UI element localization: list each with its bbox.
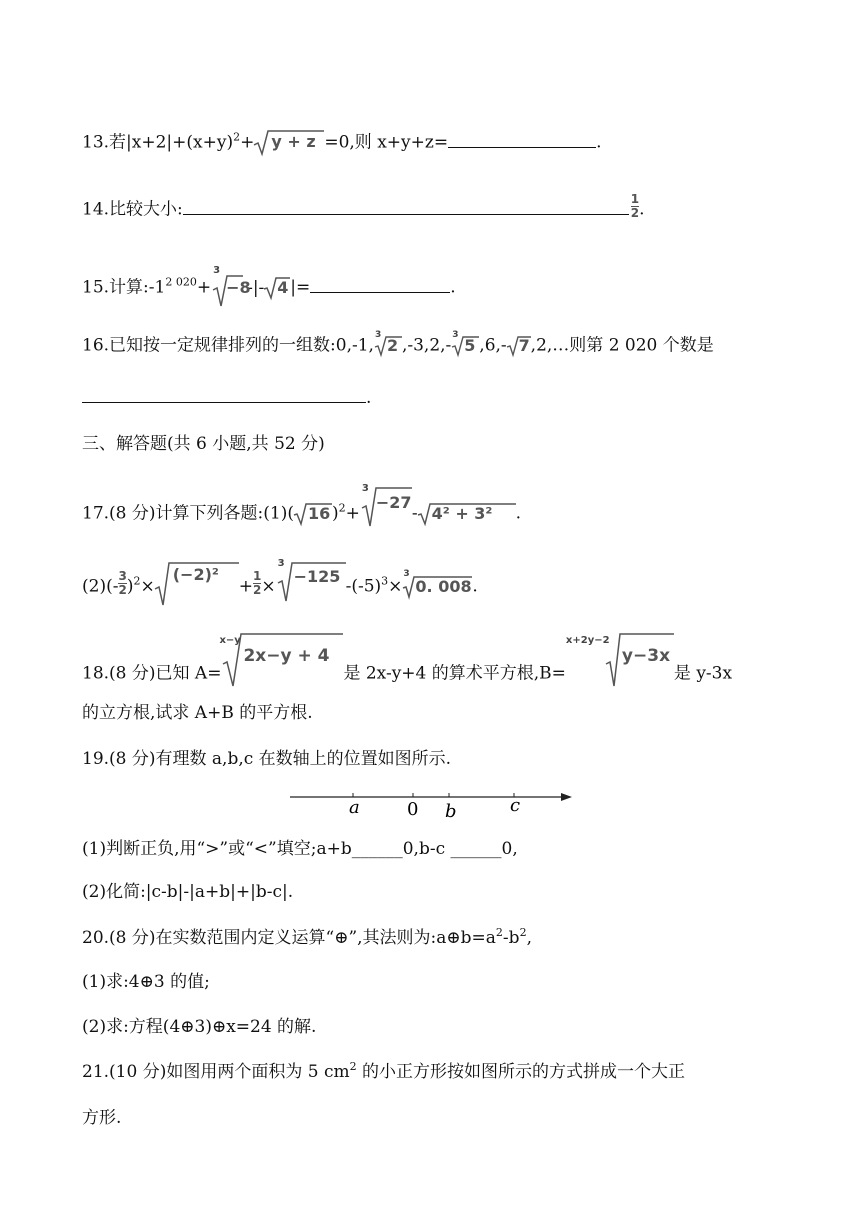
q15-radicand-1: −8	[226, 278, 251, 297]
q16-cube-index-2: 3	[452, 330, 459, 340]
q15-plus: +	[196, 277, 212, 298]
q13-radicand: y + z	[271, 132, 316, 151]
cbrt-2	[374, 330, 402, 356]
root-B	[565, 635, 674, 696]
q14-fraction	[631, 193, 639, 219]
q17b-frac2-den: 2	[252, 582, 262, 597]
cbrt-neg-8	[211, 265, 251, 308]
q16-text-1: ,-3,2,-	[401, 335, 452, 356]
q19-blank-1[interactable]: ______	[351, 839, 403, 859]
q18-post: 是 y-3x	[673, 663, 733, 684]
cbrt-5	[451, 330, 479, 356]
q19-p1-end: 0,	[501, 839, 518, 859]
q13-prefix: 13.若|x+2|+(x+y)	[82, 132, 234, 153]
q15-end: .	[450, 277, 456, 298]
q18-mid: 是 2x-y+4 的算术平方根,B=	[343, 663, 566, 684]
cbrt-0008	[402, 569, 472, 598]
q17b-frac1-den: 2	[118, 582, 127, 597]
q16-prefix: 16.已知按一定规律排列的一组数:0,-1,	[82, 335, 374, 356]
q17-radicand-3: 4² + 3²	[431, 504, 493, 523]
q14-end: .	[639, 199, 645, 220]
question-15	[82, 265, 456, 308]
question-20-part-2: (2)求:方程(4⊕3)⊕x=24 的解.	[82, 1017, 317, 1037]
sqrt-7	[507, 336, 531, 356]
question-19-part-2: (2)化简:|c-b|-|a+b|+|b-c|.	[82, 882, 294, 902]
question-20-part-1: (1)求:4⊕3 的值;	[82, 972, 210, 992]
q18-radicand-1: 2x−y + 4	[243, 646, 330, 666]
question-20	[82, 926, 532, 948]
q13-square: 2	[233, 130, 241, 144]
question-16-answer-line	[82, 388, 371, 407]
root-A	[219, 635, 343, 696]
question-17-part-1	[82, 483, 522, 534]
q17b-fraction-1	[118, 570, 126, 596]
q19-blank-2[interactable]: ______	[450, 839, 502, 859]
q17-square: 2	[338, 501, 346, 515]
q17b-fraction-2	[253, 570, 261, 596]
sqrt-4	[264, 277, 290, 299]
q15-prefix: 15.计算:-1	[82, 277, 166, 298]
q16-radicand-2: 5	[464, 336, 476, 355]
q18-index-1: x−y	[219, 635, 241, 646]
question-14	[82, 192, 645, 223]
sqrt-neg2-sq	[155, 567, 239, 607]
axis-label-c: c	[510, 795, 521, 816]
q17b-times: ×	[140, 576, 155, 597]
section-3-title: 三、解答题(共 6 小题,共 52 分)	[82, 434, 325, 454]
q17-close-paren: )	[331, 503, 339, 524]
q14-text: 14.比较大小:	[82, 199, 183, 220]
axis-label-0: 0	[407, 799, 419, 819]
q17b-end: .	[472, 576, 478, 597]
q18-index-2: x+2y−2	[565, 635, 610, 646]
q14-frac-den: 2	[630, 205, 640, 220]
q17b-times-3: ×	[388, 576, 403, 597]
q18-radicand-2: y−3x	[621, 646, 671, 666]
q16-radicand-3: 7	[518, 336, 530, 355]
question-21	[82, 1060, 686, 1082]
q19-p1-mid: 0,b-c	[402, 839, 451, 859]
q17b-cube-index-1: 3	[277, 558, 285, 569]
question-19-part-1	[82, 841, 518, 858]
q20-prefix: 20.(8 分)在实数范围内定义运算“⊕”,其法则为:a⊕b=a	[82, 928, 496, 948]
q17b-frac1-num: 3	[118, 568, 127, 583]
axis-label-a: a	[349, 797, 360, 818]
q17b-plus: +	[238, 576, 253, 597]
question-18	[82, 635, 733, 696]
q17b-radicand-3: 0. 008	[415, 577, 472, 596]
q16-post: ,2,…则第 2 020 个数是	[530, 335, 714, 356]
q15-exponent: 2 020	[165, 275, 197, 289]
q15-post: |=	[290, 277, 311, 298]
number-line-figure	[285, 785, 575, 819]
q20-square-2: 2	[519, 926, 527, 939]
q19-p1-prefix: (1)判断正负,用“>”或“<”填空;a+b	[82, 839, 352, 859]
q15-cube-index: 3	[213, 265, 221, 276]
question-19: 19.(8 分)有理数 a,b,c 在数轴上的位置如图所示.	[82, 749, 452, 769]
q18-prefix: 18.(8 分)已知 A=	[82, 663, 222, 684]
q17b-cube-index-2: 3	[403, 569, 410, 579]
q13-plus: +	[240, 132, 255, 153]
q17-minus: -	[411, 503, 418, 524]
question-17-part-2	[82, 558, 478, 607]
question-18-line-2: 的立方根,试求 A+B 的平方根.	[82, 703, 313, 723]
q17b-prefix: (2)(-	[82, 576, 119, 597]
q15-radicand-2: 4	[277, 278, 289, 297]
q17-end: .	[515, 503, 522, 524]
q20-square-1: 2	[495, 926, 503, 939]
q16-radicand-1: 2	[386, 336, 399, 355]
q17b-cube: 3	[381, 574, 389, 588]
q17b-square: 2	[133, 574, 141, 588]
q15-mid: -|-	[247, 277, 265, 298]
q15-answer-blank[interactable]	[310, 278, 450, 293]
q21-prefix: 21.(10 分)如图用两个面积为 5 cm	[82, 1062, 350, 1082]
sqrt-4sq-plus-3sq	[418, 503, 516, 525]
cbrt-neg-125	[276, 558, 346, 607]
q17-cube-index: 3	[361, 483, 369, 494]
q20-end: ,	[526, 928, 532, 948]
question-13	[82, 130, 602, 156]
q17b-frac2-num: 1	[252, 568, 262, 583]
q17-prefix: 17.(8 分)计算下列各题:(1)(	[82, 503, 294, 524]
q17b-times-2: ×	[261, 576, 276, 597]
q16-answer-blank[interactable]	[82, 388, 366, 403]
q17-radicand-1: 16	[307, 504, 331, 523]
q20-minus: -b	[502, 928, 520, 948]
q17b-mid: -(-5)	[345, 576, 382, 597]
q21-post: 的小正方形按如图所示的方式拼成一个大正	[356, 1062, 686, 1082]
q14-answer-blank[interactable]	[183, 200, 629, 215]
question-16	[82, 330, 714, 356]
q13-end: .	[596, 132, 602, 153]
q16-end: .	[366, 388, 372, 408]
q16-text-2: ,6,-	[479, 335, 507, 356]
q21-square: 2	[349, 1060, 357, 1073]
q13-post: =0,则 x+y+z=	[324, 132, 449, 153]
q17-plus: +	[345, 503, 360, 524]
question-21-line-2: 方形.	[82, 1108, 122, 1128]
sqrt-16	[294, 503, 332, 525]
q16-cube-index-1: 3	[374, 330, 382, 340]
q13-answer-blank[interactable]	[448, 133, 596, 148]
q14-frac-num: 1	[630, 192, 640, 206]
q17-radicand-2: −27	[375, 493, 412, 512]
q17b-radicand-2: −125	[293, 567, 341, 586]
cbrt-neg-27	[360, 483, 412, 534]
sqrt-y-plus-z	[254, 130, 324, 156]
q17b-radicand-1: (−2)²	[172, 565, 219, 584]
q17b-close-paren: )	[126, 576, 134, 597]
arrow-right-icon	[561, 793, 572, 801]
axis-label-b: b	[445, 801, 457, 819]
